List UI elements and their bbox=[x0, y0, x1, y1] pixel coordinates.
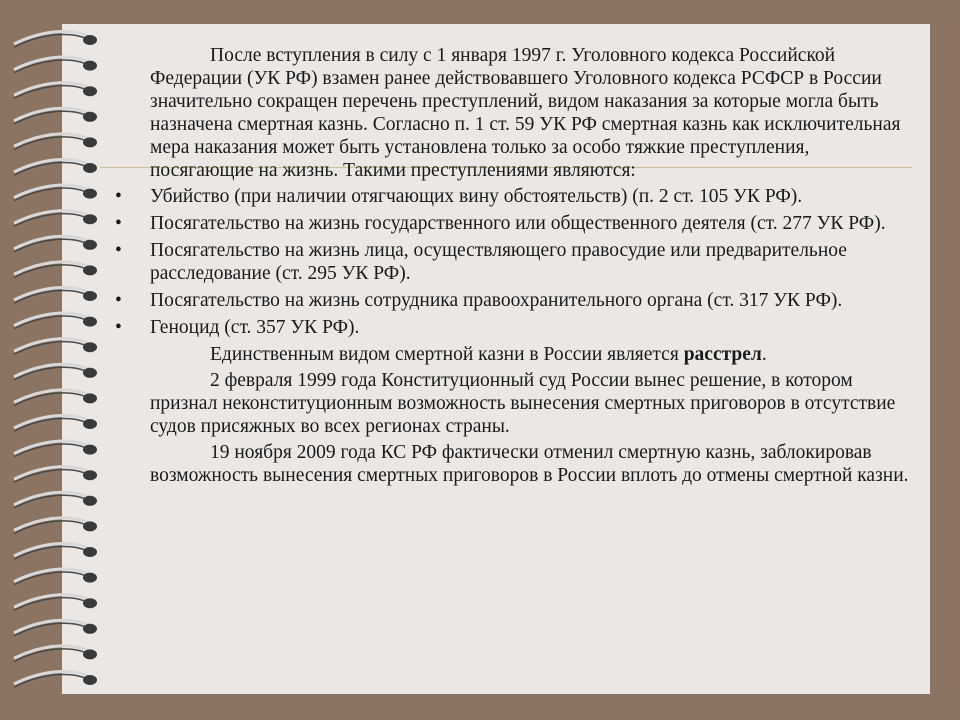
binding-ring-icon bbox=[14, 339, 97, 355]
binding-ring-icon bbox=[14, 83, 97, 99]
binding-ring-icon bbox=[14, 211, 97, 227]
binding-ring-icon bbox=[14, 108, 97, 124]
binding-ring-icon bbox=[14, 236, 97, 252]
bullet-icon: • bbox=[115, 186, 122, 207]
binding-ring-icon bbox=[14, 441, 97, 457]
list-item-text: Посягательство на жизнь государственного или общественного деятеля (ст. 277 УК РФ). bbox=[150, 213, 886, 234]
binding-ring-icon bbox=[14, 390, 97, 406]
bullet-icon: • bbox=[115, 317, 122, 338]
binding-ring-icon bbox=[14, 57, 97, 73]
bullet-icon: • bbox=[115, 290, 122, 311]
list-item-text: Посягательство на жизнь лица, осуществляющего правосудие или предварительное расследование (ст. 295 УК РФ). bbox=[150, 240, 847, 284]
paragraph-1999: 2 февраля 1999 года Конституционный суд России вынес решение, в котором признал неконституционным возможность вынесения смертных приговоров в отсутствие судов присяжных во всех регионах страны. bbox=[150, 370, 896, 437]
spiral-binding bbox=[0, 20, 110, 700]
binding-ring-icon bbox=[14, 467, 97, 483]
binding-ring-icon bbox=[14, 287, 97, 303]
binding-ring-icon bbox=[14, 134, 97, 150]
binding-ring-icon bbox=[14, 159, 97, 175]
binding-ring-icon bbox=[14, 646, 97, 662]
bullet-icon: • bbox=[115, 213, 122, 234]
sole-method-bold: расстрел bbox=[683, 344, 762, 365]
list-item bbox=[115, 212, 910, 235]
binding-ring-icon bbox=[14, 262, 97, 278]
list-item-text: Убийство (при наличии отягчающих вину обстоятельств) (п. 2 ст. 105 УК РФ). bbox=[150, 186, 803, 207]
binding-ring-icon bbox=[14, 364, 97, 380]
sole-method-prefix: Единственным видом смертной казни в России является bbox=[210, 344, 684, 365]
list-item bbox=[115, 289, 910, 312]
binding-ring-icon bbox=[14, 415, 97, 431]
list-item bbox=[115, 239, 910, 285]
list-item bbox=[115, 185, 910, 208]
binding-ring-icon bbox=[14, 518, 97, 534]
sole-method-suffix: . bbox=[761, 344, 767, 365]
crime-list bbox=[115, 185, 910, 339]
bullet-icon: • bbox=[115, 240, 122, 261]
binding-ring-icon bbox=[14, 543, 97, 559]
intro-paragraph: После вступления в силу с 1 января 1997 г. Уголовного кодекса Российской Федерации (УК РФ) взамен ранее действовавшего Уголовного кодекса РСФСР в России значительно сокращен перечень преступлений, видом наказания за которые могла быть назначена смертная казнь. Согласно п. 1 ст. 59 УК РФ смертная казнь как исключительная мера наказания может быть установлена только за особо тяжкие преступления, посягающие на жизнь. Такими преступлениями являются: bbox=[150, 45, 901, 181]
slide-text bbox=[115, 44, 910, 490]
binding-ring-icon bbox=[14, 31, 97, 47]
list-item-text: Посягательство на жизнь сотрудника правоохранительного органа (ст. 317 УК РФ). bbox=[150, 290, 843, 311]
list-item-text: Геноцид (ст. 357 УК РФ). bbox=[150, 317, 360, 338]
paragraph-2009: 19 ноября 2009 года КС РФ фактически отменил смертную казнь, заблокировав возможность вынесения смертных приговоров в России вплоть до отмены смертной казни. bbox=[150, 442, 909, 486]
binding-ring-icon bbox=[14, 569, 97, 585]
binding-ring-icon bbox=[14, 671, 97, 687]
binding-ring-icon bbox=[14, 313, 97, 329]
sole-method-paragraph bbox=[150, 343, 910, 366]
list-item bbox=[115, 316, 910, 339]
binding-ring-icon bbox=[14, 185, 97, 201]
binding-ring-icon bbox=[14, 620, 97, 636]
binding-ring-icon bbox=[14, 595, 97, 611]
binding-ring-icon bbox=[14, 492, 97, 508]
